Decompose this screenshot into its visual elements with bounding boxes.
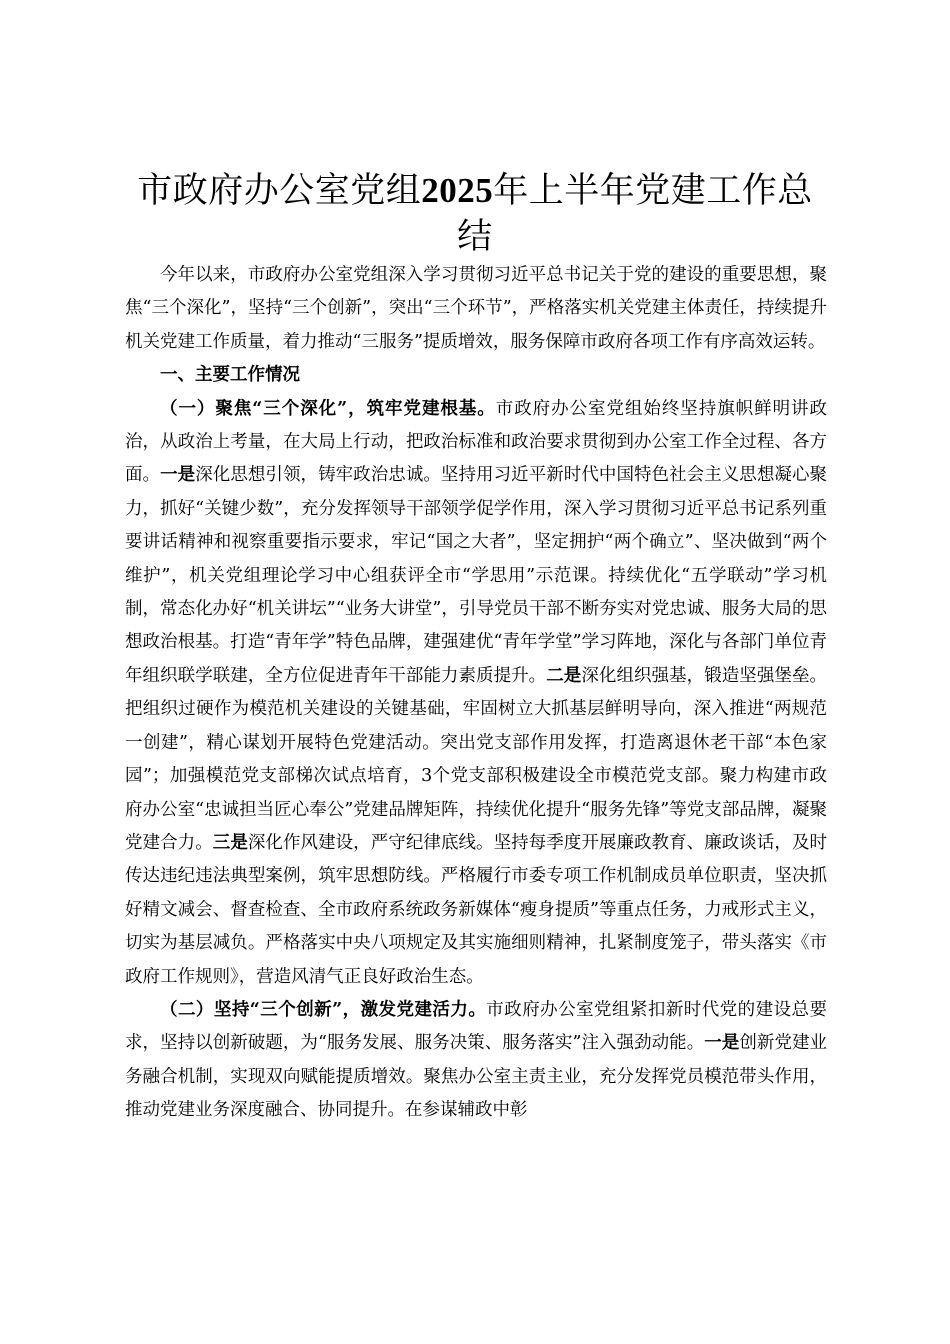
title-year: 2025 [421, 171, 494, 210]
subsection-1-paragraph [125, 393, 827, 994]
subsection-2-marker-1: 一是 [704, 1033, 740, 1054]
subsection-1-text-c: 深化组织强基，锻造坚强堡垒。把组织过硬作为模范机关建设的关键基础，牢固树立大抓基层鲜明导向，深入推进“两规范一创建”，精心谋划开展特色党建活动。突出党支部作用发挥，打造离退休老干部“本色家园”；加强模范党支部梯次试点培育，3个党支部积极建设全市模范党支部。聚力构建市政府办公室“忠诚担当匠心奉公”党建品牌矩阵，持续优化提升“服务先锋”等党支部品牌，凝聚党建合力。 [125, 665, 828, 853]
subsection-1-marker-1: 一是 [160, 465, 196, 486]
subsection-1-text-b: 深化思想引领，铸牢政治忠诚。坚持用习近平新时代中国特色社会主义思想凝心聚力，抓好“关键少数”，充分发挥领导干部领学促学作用，深入学习贯彻习近平总书记系列重要讲话精神和视察重要指示要求，牢记“国之大者”，坚定拥护“两个确立”、坚决做到“两个维护”，机关党组理论学习中心组获评全市“学思用”示范课。持续优化“五学联动”学习机制，常态化办好“机关讲坛”“业务大讲堂”，引导党员干部不断夯实对党忠诚、服务大局的思想政治根基。打造“青年学”特色品牌，建强建优“青年学堂”学习阵地，深化与各部门单位青年组织联学联建，全方位促进青年干部能力素质提升。 [125, 465, 828, 686]
subsection-1-marker-2: 二是 [546, 665, 582, 686]
subsection-1-text-d: 深化作风建设，严守纪律底线。坚持每季度开展廉政教育、廉政谈话，及时传达违纪违法典型案例，筑牢思想防线。严格履行市委专项工作机制成员单位职责，坚决抓好精文减会、督查检查、全市政府系统政务新媒体“瘦身提质”等重点任务，力戒形式主义，切实为基层减负。严格落实中央八项规定及其实施细则精神，扎紧制度笼子，带头落实《市政府工作规则》，营造风清气正良好政治生态。 [125, 832, 828, 987]
subsection-2-text-b: 创新党建业务融合机制，实现双向赋能提质增效。聚焦办公室主责主业，充分发挥党员模范带头作用，推动党建业务深度融合、协同提升。在参谋辅政中彰 [125, 1033, 828, 1121]
section-heading: 一、主要工作情况 [160, 365, 300, 386]
title-suffix: 年上半年党建工作总结 [457, 171, 813, 257]
subsection-2-lead: （二）坚持“三个创新”，激发党建活力。 [160, 999, 487, 1020]
subsection-1-marker-3: 三是 [212, 832, 248, 853]
intro-paragraph: 今年以来，市政府办公室党组深入学习贯彻习近平总书记关于党的建设的重要思想，聚焦“三个深化”，坚持“三个创新”，突出“三个环节”，严格落实机关党建主体责任，持续提升机关党建工作质量，着力推动“三服务”提质增效，服务保障市政府各项工作有序高效运转。 [125, 265, 827, 352]
subsection-1-text-a: 市政府办公室党组始终坚持旗帜鲜明讲政治，从政治上考量，在大局上行动，把政治标准和政治要求贯彻到办公室工作全过程、各方面。 [125, 398, 827, 486]
document-title [120, 168, 830, 260]
subsection-1-lead: （一）聚焦“三个深化”，筑牢党建根基。 [160, 398, 496, 419]
subsection-2-text-a: 市政府办公室党组紧扣新时代党的建设总要求，坚持以创新破题，为“服务发展、服务决策、服务落实”注入强劲动能。 [125, 999, 827, 1054]
title-prefix: 市政府办公室党组 [137, 171, 422, 211]
subsection-2-paragraph [125, 994, 827, 1128]
document-body [125, 259, 827, 1128]
